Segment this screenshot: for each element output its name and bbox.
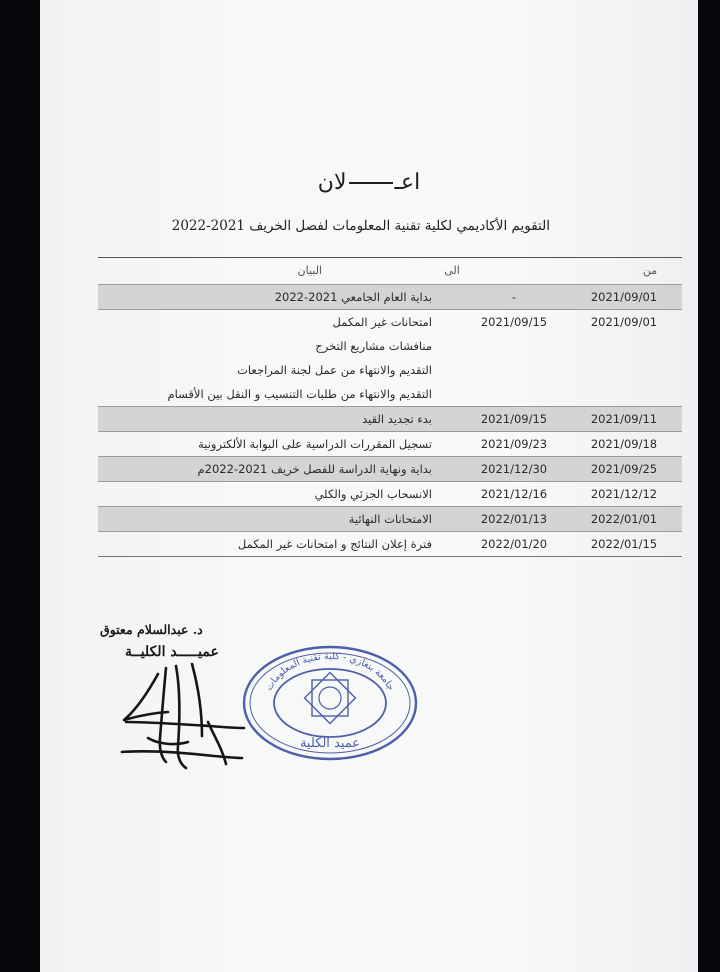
cell-desc: الامتحانات النهائية bbox=[348, 512, 432, 526]
cell-from: 2021/12/12 bbox=[590, 487, 658, 501]
cell-from: 2021/09/01 bbox=[590, 290, 658, 304]
signatory-role: عميـــــد الكليــة bbox=[125, 644, 219, 660]
official-stamp bbox=[240, 643, 420, 761]
header-desc: البيان bbox=[297, 264, 322, 277]
cell-to: 2022/01/13 bbox=[480, 512, 548, 526]
handwritten-signature bbox=[118, 658, 248, 773]
table-body bbox=[98, 284, 682, 557]
cell-from: 2022/01/01 bbox=[590, 512, 658, 526]
cell-to: 2021/09/15 bbox=[480, 315, 548, 329]
table-row bbox=[98, 406, 682, 432]
cell-from: 2021/09/11 bbox=[590, 412, 658, 426]
cell-desc: بداية ونهاية الدراسة للفصل خريف 2021-2022م bbox=[197, 462, 432, 476]
stamp-outer-text: جامعة بنغازي - كلية تقنية المعلومات bbox=[263, 650, 397, 693]
table-row bbox=[98, 456, 682, 482]
table-row bbox=[98, 532, 682, 557]
title-kashida bbox=[349, 182, 393, 184]
cell-from: 2022/01/15 bbox=[590, 537, 658, 551]
table-row bbox=[98, 432, 682, 456]
cell-to: 2021/09/23 bbox=[480, 437, 548, 451]
document-page bbox=[40, 0, 698, 972]
page-title bbox=[40, 170, 698, 195]
title-word-start: اعـ bbox=[394, 170, 421, 195]
cell-desc: بدء تجديد القيد bbox=[362, 412, 432, 426]
cell-desc: منافشات مشاريع التخرج bbox=[315, 339, 432, 353]
cell-desc: تسجيل المقررات الدراسية على البوابة الألكترونية bbox=[198, 437, 432, 451]
signatory-name: د. عبدالسلام معتوق bbox=[100, 622, 203, 637]
cell-to: 2021/12/30 bbox=[480, 462, 548, 476]
cell-to: 2021/09/15 bbox=[480, 412, 548, 426]
stamp-bottom-text: عميد الكلية bbox=[299, 736, 361, 751]
header-to: الى bbox=[444, 264, 460, 277]
cell-from: 2021/09/25 bbox=[590, 462, 658, 476]
cell-to: 2022/01/20 bbox=[480, 537, 548, 551]
cell-to: 2021/12/16 bbox=[480, 487, 548, 501]
cell-from: 2021/09/01 bbox=[590, 315, 658, 329]
title-word-end: لان bbox=[317, 170, 347, 195]
cell-to: - bbox=[511, 290, 517, 304]
cell-desc: التقديم والانتهاء من طلبات التنسيب و النقل بين الأقسام bbox=[167, 387, 432, 401]
table-row bbox=[98, 310, 682, 406]
cell-desc: امتحانات غير المكمل bbox=[332, 315, 432, 329]
cell-desc: التقديم والانتهاء من عمل لجنة المراجعات bbox=[237, 363, 432, 377]
header-from: من bbox=[642, 264, 658, 277]
table-row bbox=[98, 506, 682, 532]
table-row bbox=[98, 482, 682, 506]
page-subtitle: التقويم الأكاديمي لكلية تقنية المعلومات لفصل الخريف 2021-2022 bbox=[171, 218, 550, 234]
cell-desc: فترة إعلان النتائج و امتحانات غير المكمل bbox=[237, 537, 432, 551]
cell-desc: بداية العام الجامعي 2021-2022 bbox=[274, 290, 432, 304]
table-row bbox=[98, 284, 682, 310]
table-header-row bbox=[98, 258, 682, 284]
calendar-table bbox=[98, 257, 682, 557]
cell-from: 2021/09/18 bbox=[590, 437, 658, 451]
cell-desc: الانسحاب الجزئي والكلي bbox=[314, 487, 432, 501]
